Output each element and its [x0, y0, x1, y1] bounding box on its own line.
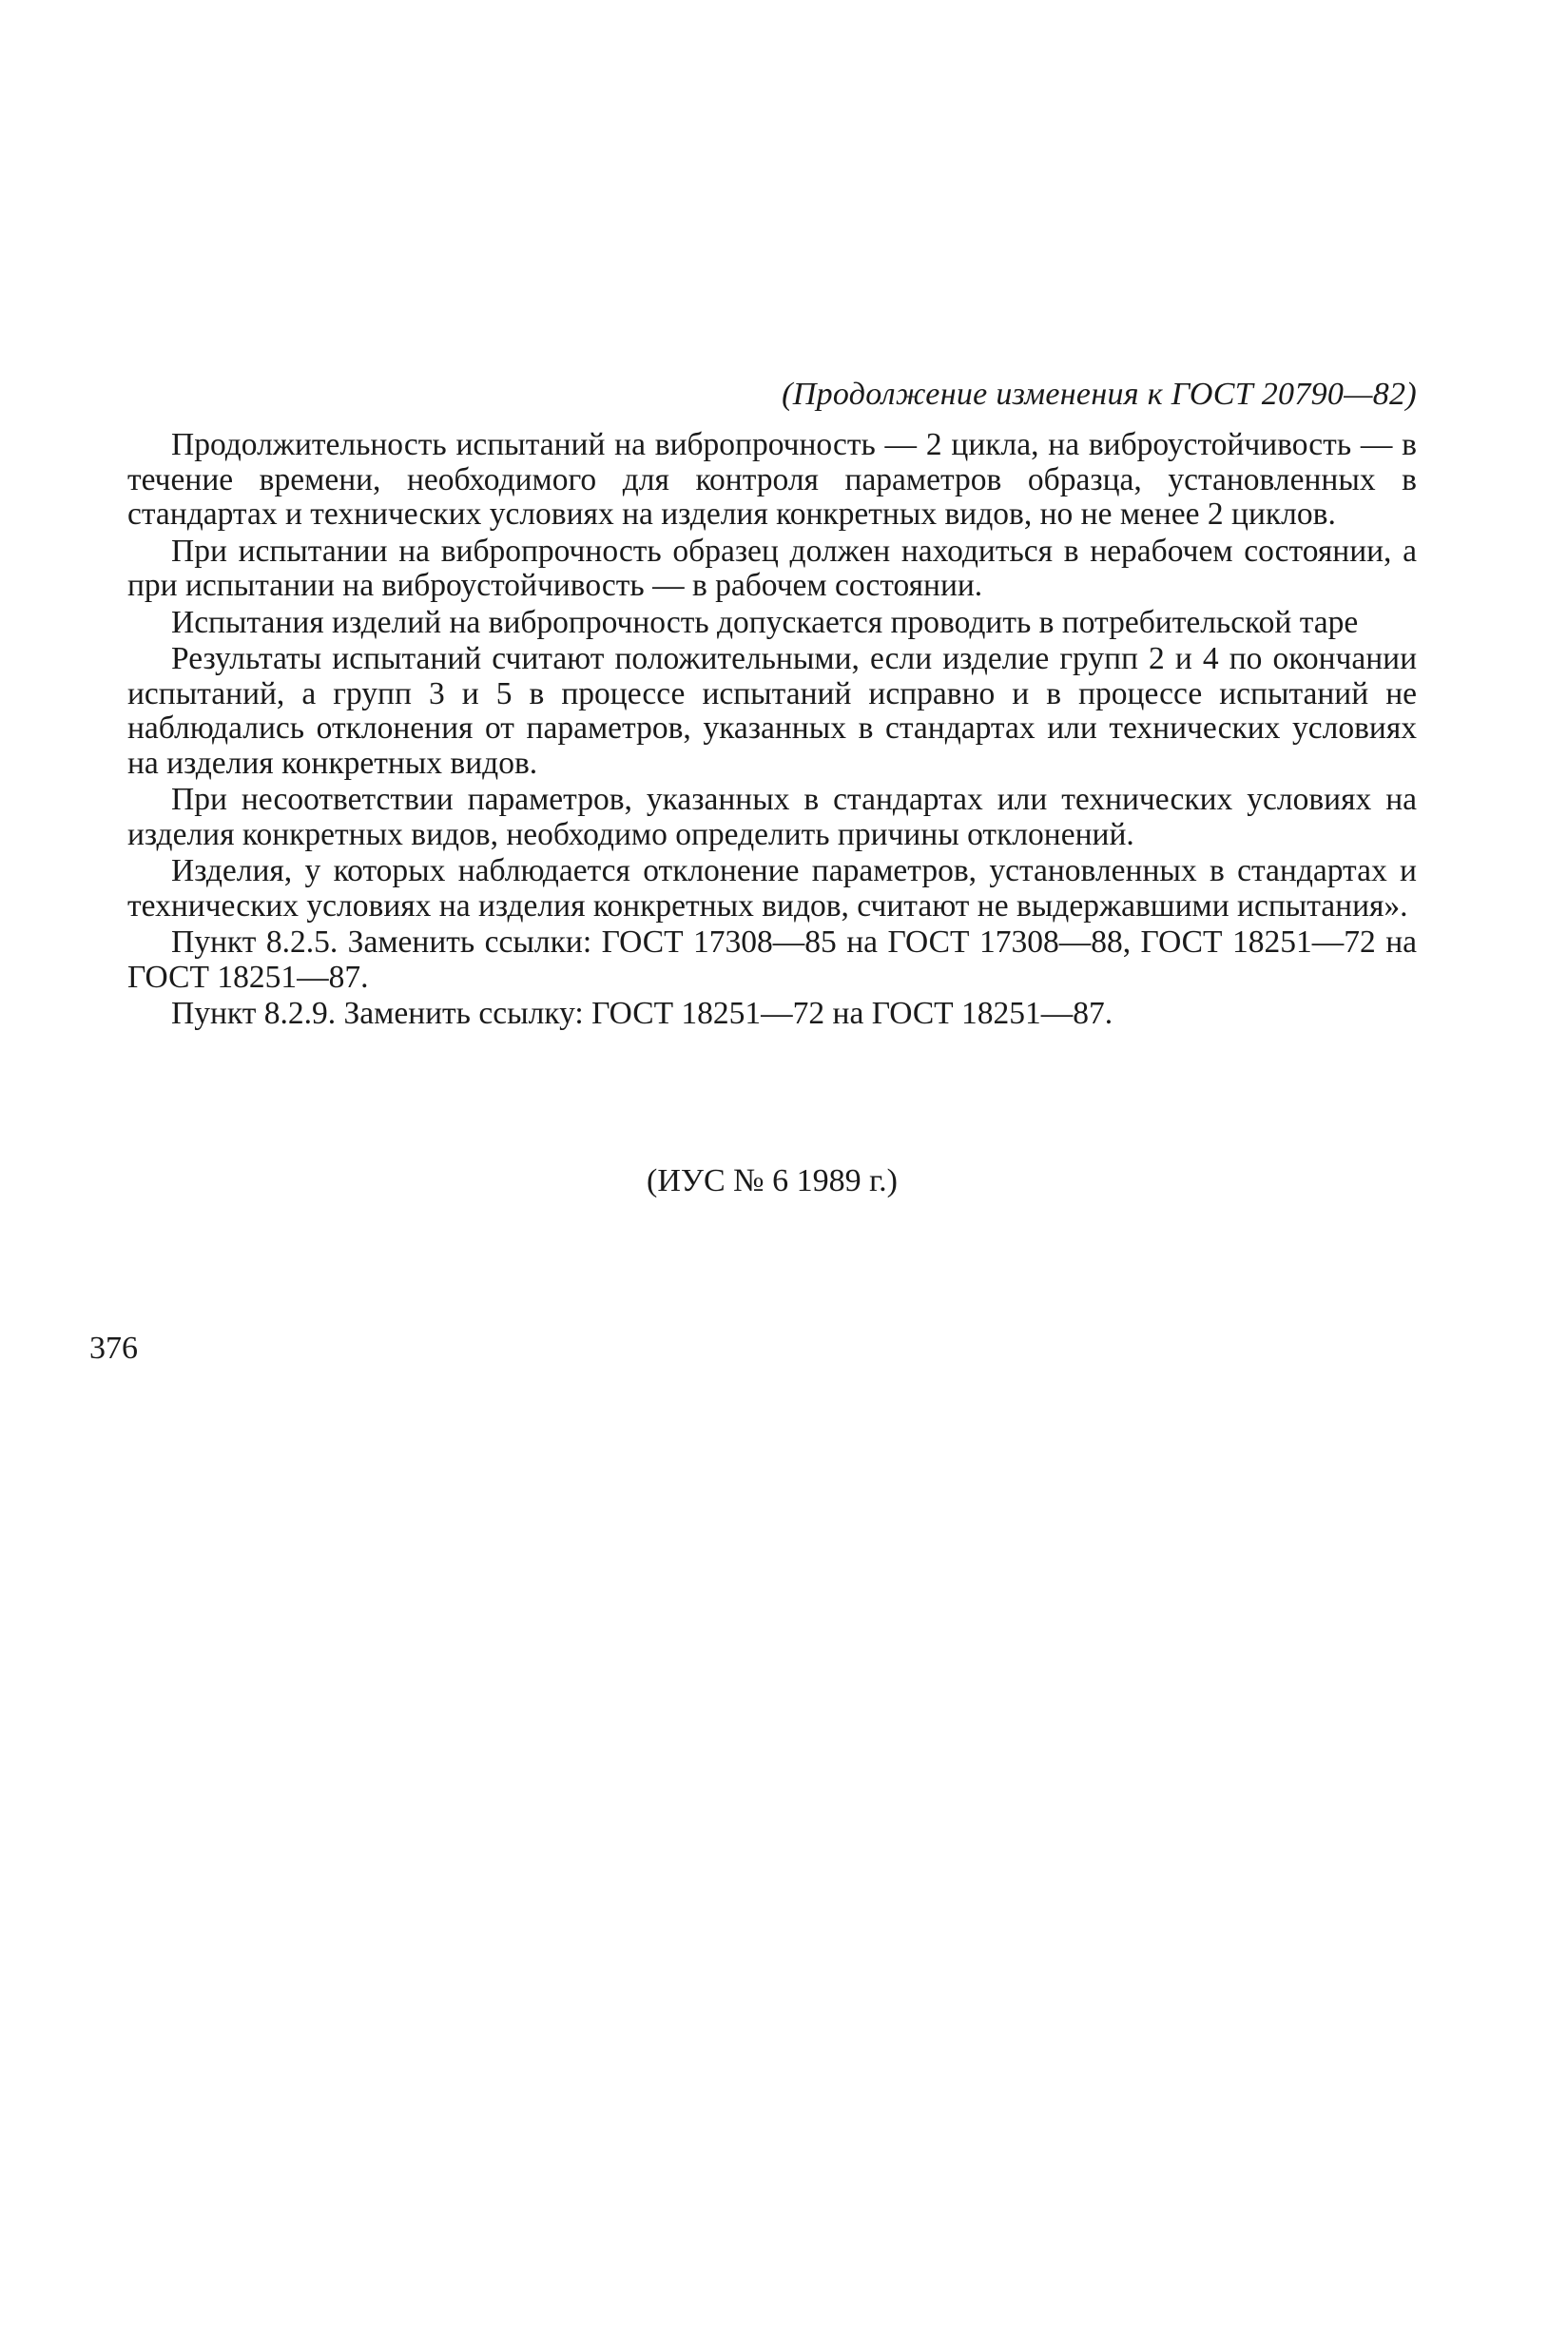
- paragraph-test-results: Результаты испытаний считают положительными, если изделие групп 2 и 4 по окончании испытаний, а групп 3 и 5 в процессе испытаний исправно и в процессе испытаний не наблюдались отклонения от параметров, указанных в стандартах или технических условиях на изделия конкретных видов.: [127, 641, 1417, 781]
- page-header: (Продолжение изменения к ГОСТ 20790—82): [782, 377, 1417, 412]
- body-text: [127, 428, 1417, 1034]
- issue-reference: (ИУС № 6 1989 г.): [647, 1163, 898, 1198]
- paragraph-nonconformity: При несоответствии параметров, указанных в стандартах или технических условиях на изделия конкретных видов, необходимо определить причины отклонений.: [127, 782, 1417, 852]
- paragraph-test-duration: Продолжительность испытаний на вибропрочность — 2 цикла, на виброустойчивость — в течение времени, необходимого для контроля параметров образца, установленных в стандартах и технических условиях на изделия конкретных видов, но не менее 2 циклов.: [127, 427, 1417, 532]
- paragraph-item-8-2-9: Пункт 8.2.9. Заменить ссылку: ГОСТ 18251—72 на ГОСТ 18251—87.: [171, 996, 1113, 1031]
- page-number: 376: [89, 1331, 138, 1366]
- paragraph-item-8-2-5: Пункт 8.2.5. Заменить ссылки: ГОСТ 17308—85 на ГОСТ 17308—88, ГОСТ 18251—72 на ГОСТ 18251—87.: [127, 924, 1417, 995]
- paragraph-sample-state: При испытании на вибропрочность образец должен находиться в нерабочем состоянии, а при испытании на виброустойчивость — в рабочем состоянии.: [127, 533, 1417, 603]
- paragraph-consumer-packaging: Испытания изделий на вибропрочность допускается проводить в потребительской таре: [171, 604, 1359, 640]
- paragraph-failed-items: Изделия, у которых наблюдается отклонение параметров, установленных в стандартах и технических условиях на изделия конкретных видов, считают не выдержавшими испытания».: [127, 853, 1417, 924]
